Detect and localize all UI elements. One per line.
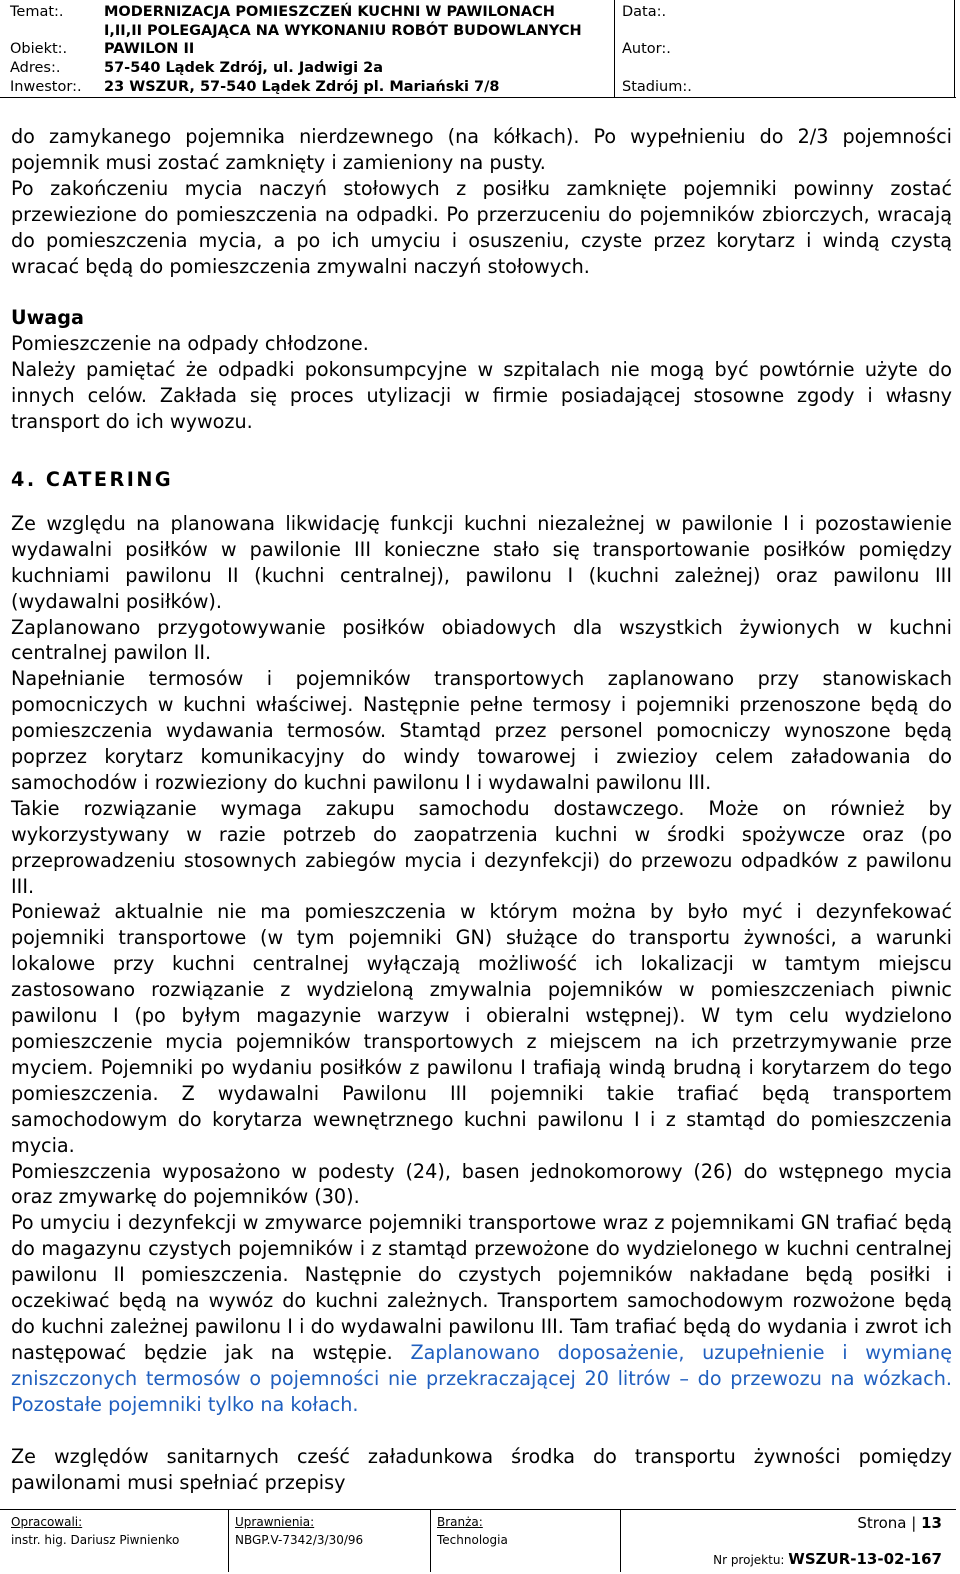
paragraph: Pomieszczenia wyposażono w podesty (24), basen jednokomorowy (26) do wstępnego mycia oraz zmywarkę do pojemników (30). [11,1159,952,1209]
footer-branch [437,1514,508,1548]
branza-value: Technologia [437,1533,508,1547]
highlighted-text: Zaplanowano doposażenie, uzupełnienie i wymianę zniszczonych termosów o pojemności nie przekraczającej 20 litrów – do przewozu na wózkach. Pozostałe pojemniki tylko na kołach. [11,1340,952,1416]
paragraph-text: Po umyciu i dezynfekcji w zmywarce pojemniki transportowe wraz z pojemnikami GN trafiać będą do magazynu czystych pojemników i z stamtąd przewożone do wydzielonego w kuchni centralnej pawilonu II pomieszczenia. Następnie do czystych pojemników nakładane będą posiłki i oczekiwać będą na wywóz do kuchni zależnych. Transportem samochodowym rozwożone będą do kuchni zależnej pawilonu I i do wydawalni pawilonu III. Tam trafiać będą do wydania i zwrot ich następować będzie jak na wstępie. [11,1211,952,1364]
inwestor-value: 23 WSZUR, 57-540 Lądek Zdrój pl. Mariański 7/8 [104,79,500,95]
header-bottom-rule [0,97,956,98]
inwestor-label: Inwestor:. [10,79,82,95]
uprawnienia-value: NBGP.V-7342/3/30/96 [235,1533,364,1547]
paragraph: Po zakończeniu mycia naczyń stołowych z posiłku zamknięte pojemniki powinny zostać przewiezione do pomieszczenia na odpadki. Po przerzuceniu do pojemników zbiorczych, wracają do pomieszczenia mycia, a po ich umyciu i osuszeniu, czyste przez korytarz i windą czystą wracać będą do pomieszczenia zmywalni naczyń stołowych. [11,176,952,278]
project-number [713,1550,942,1568]
paragraph: Napełnianie termosów i pojemników transportowych zaplanowano przy stanowiskach pomocniczych w kuchni właściwej. Następnie pełne termosy i pojemniki przenoszone będą do pomieszczenia wydawania termosów. Stamtąd przez personel pomocniczy wynoszone będą poprzez korytarz komunikacyjny do windy towarowej i zwiezioy celem załadowania do samochodów i rozwieziony do kuchni pawilonu I i wydawalni pawilonu III. [11,667,952,794]
adres-label: Adres:. [10,60,61,76]
opracowali-label: Opracowali: [11,1515,83,1529]
page-number [857,1514,942,1532]
footer-authors [11,1514,179,1548]
header-right-border [954,0,955,98]
nr-projektu-value: WSZUR-13-02-167 [788,1550,942,1568]
obiekt-value: PAWILON II [104,41,195,57]
paragraph: Ze względu na planowana likwidację funkcji kuchni niezależnej w pawilonie I i pozostawienie wydawalni posiłków w pawilonie III konieczne stało się transportowanie posiłków pomiędzy kuchniami pawilonu II (kuchni centralnej), pawilonu I (kuchni zależnej) oraz pawilonu III (wydawalni posiłków). [11,511,952,613]
header-divider [614,0,615,98]
paragraph: Takie rozwiązanie wymaga zakupu samochodu dostawczego. Może on również by wykorzystywany w razie potrzeb do zaopatrzenia kuchni w środki spożywcze oraz (po przeprowadzeniu stosownych zabiegów mycia i dezynfekcji) do przewozu odpadków z pawilonu III. [11,796,952,898]
paragraph: Zaplanowano przygotowywanie posiłków obiadowych dla wszystkich żywionych w kuchni centralnej pawilon II. [11,615,952,665]
strona-value: 13 [921,1514,942,1532]
temat-label: Temat:. [10,4,64,20]
paragraph: do zamykanego pojemnika nierdzewnego (na kółkach). Po wypełnieniu do 2/3 pojemności pojemnik musi zostać zamknięty i zamieniony na pusty. [11,125,952,174]
nr-projektu-label: Nr projektu: [713,1553,785,1567]
data-label: Data:. [622,4,667,20]
paragraph [11,1210,952,1417]
paragraph: Należy pamiętać że odpadki pokonsumpcyjne w szpitalach nie mogą być powtórnie użyte do innych celów. Zakłada się proces utylizacji w firmie posiadającej stosowne zgody i własny transport do ich wywozu. [11,358,952,434]
obiekt-label: Obiekt:. [10,41,68,57]
stadium-label: Stadium:. [622,79,692,95]
footer-permissions [235,1514,363,1548]
page-footer [0,1509,956,1572]
footer-divider [228,1510,229,1572]
strona-label: Strona [857,1514,907,1532]
section-heading: 4. CATERING [11,467,174,491]
paragraph: Ponieważ aktualnie nie ma pomieszczenia w którym można by było myć i dezynfekować pojemniki transportowe (w tym pojemniki GN) służące do transportu żywności, a warunki lokalowe przy kuchni centralnej wyłączają możliwość ich lokalizacji w tamtym miejscu zastosowano rozwiązanie z wydzieloną zmywalnia pojemników w pomieszczeniach piwnic pawilonu I (po byłym magazynie warzyw i obieralni wstępnej). W tym celu wydzielono pomieszczenie mycia pojemników transportowych z miejscem na ich przetrzymywanie prze myciem. Pojemniki po wydaniu posiłków z pawilonu I trafiają windą brudną i korytarzem do tego pomieszczenia. Z wydawalni Pawilonu III pojemniki takie trafiać będą transportem samochodowym do korytarza wewnętrznego kuchni pawilonu I i z stamtąd do pomieszczenia mycia. [11,900,952,1157]
paragraph: Ze względów sanitarnych cześć załadunkowa środka do transportu żywności pomiędzy pawilonami musi spełniać przepisy [11,1444,952,1494]
uwaga-heading: Uwaga [11,306,84,330]
footer-divider [430,1510,431,1572]
spacer [11,1418,952,1444]
uprawnienia-label: Uprawnienia: [235,1515,315,1529]
temat-value: MODERNIZACJA POMIESZCZEŃ KUCHNI W PAWILONACH [104,4,555,20]
page-header [0,0,960,98]
adres-value: 57-540 Lądek Zdrój, ul. Jadwigi 2a [104,60,384,76]
temat-value-line2: I,II,II POLEGAJĄCA NA WYKONANIU ROBÓT BUDOWLANYCH [104,23,582,39]
opracowali-value: instr. hig. Dariusz Piwnienko [11,1533,180,1547]
strona-separator: | [911,1514,917,1532]
autor-label: Autor:. [622,41,671,57]
branza-label: Branża: [437,1515,483,1529]
paragraph: Pomieszczenie na odpady chłodzone. [11,332,369,356]
document-body [11,124,952,1495]
footer-divider [620,1510,621,1572]
